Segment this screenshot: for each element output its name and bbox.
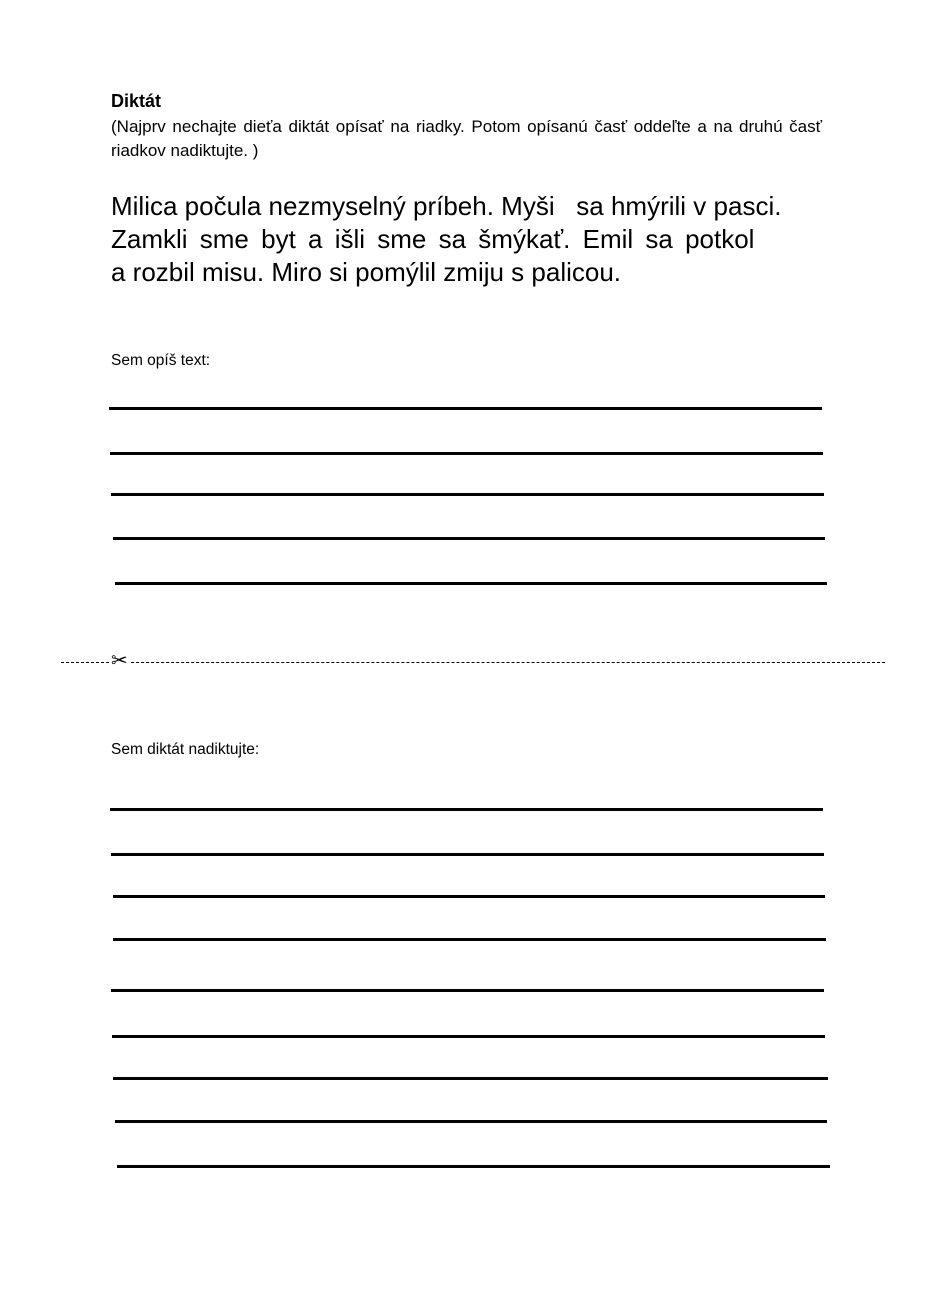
- writing-line: [111, 853, 824, 856]
- writing-line: [113, 895, 825, 898]
- writing-line: [117, 1165, 830, 1168]
- writing-line: [113, 1077, 828, 1080]
- writing-line: [113, 537, 825, 540]
- writing-line: [115, 582, 827, 585]
- writing-line: [113, 938, 826, 941]
- worksheet-title: Diktát: [111, 91, 162, 111]
- dictation-text: [111, 190, 846, 289]
- dictate-section-label: Sem diktát nadiktujte:: [111, 741, 260, 758]
- dictation-line: Milica počula nezmyselný príbeh. Myši sa hmýrili v pasci.: [111, 191, 782, 221]
- writing-line: [112, 1035, 825, 1038]
- writing-line: [110, 452, 823, 455]
- copy-section-label: Sem opíš text:: [111, 352, 211, 369]
- dictation-line: Zamkli sme byt a išli sme sa šmýkať. Emil sa potkol: [111, 224, 755, 254]
- writing-line: [115, 1120, 827, 1123]
- scissors-icon: ✂: [111, 650, 128, 672]
- writing-line: [109, 407, 822, 410]
- dictation-line: a rozbil misu. Miro si pomýlil zmiju s palicou.: [111, 257, 622, 287]
- writing-line: [111, 989, 824, 992]
- writing-line: [110, 808, 823, 811]
- cut-line: [61, 662, 885, 663]
- writing-line: [111, 493, 824, 496]
- instructions-text: (Najprv nechajte dieťa diktát opísať na riadky. Potom opísanú časť oddeľte a na druhú časť riadkov nadiktujte. ): [111, 117, 822, 160]
